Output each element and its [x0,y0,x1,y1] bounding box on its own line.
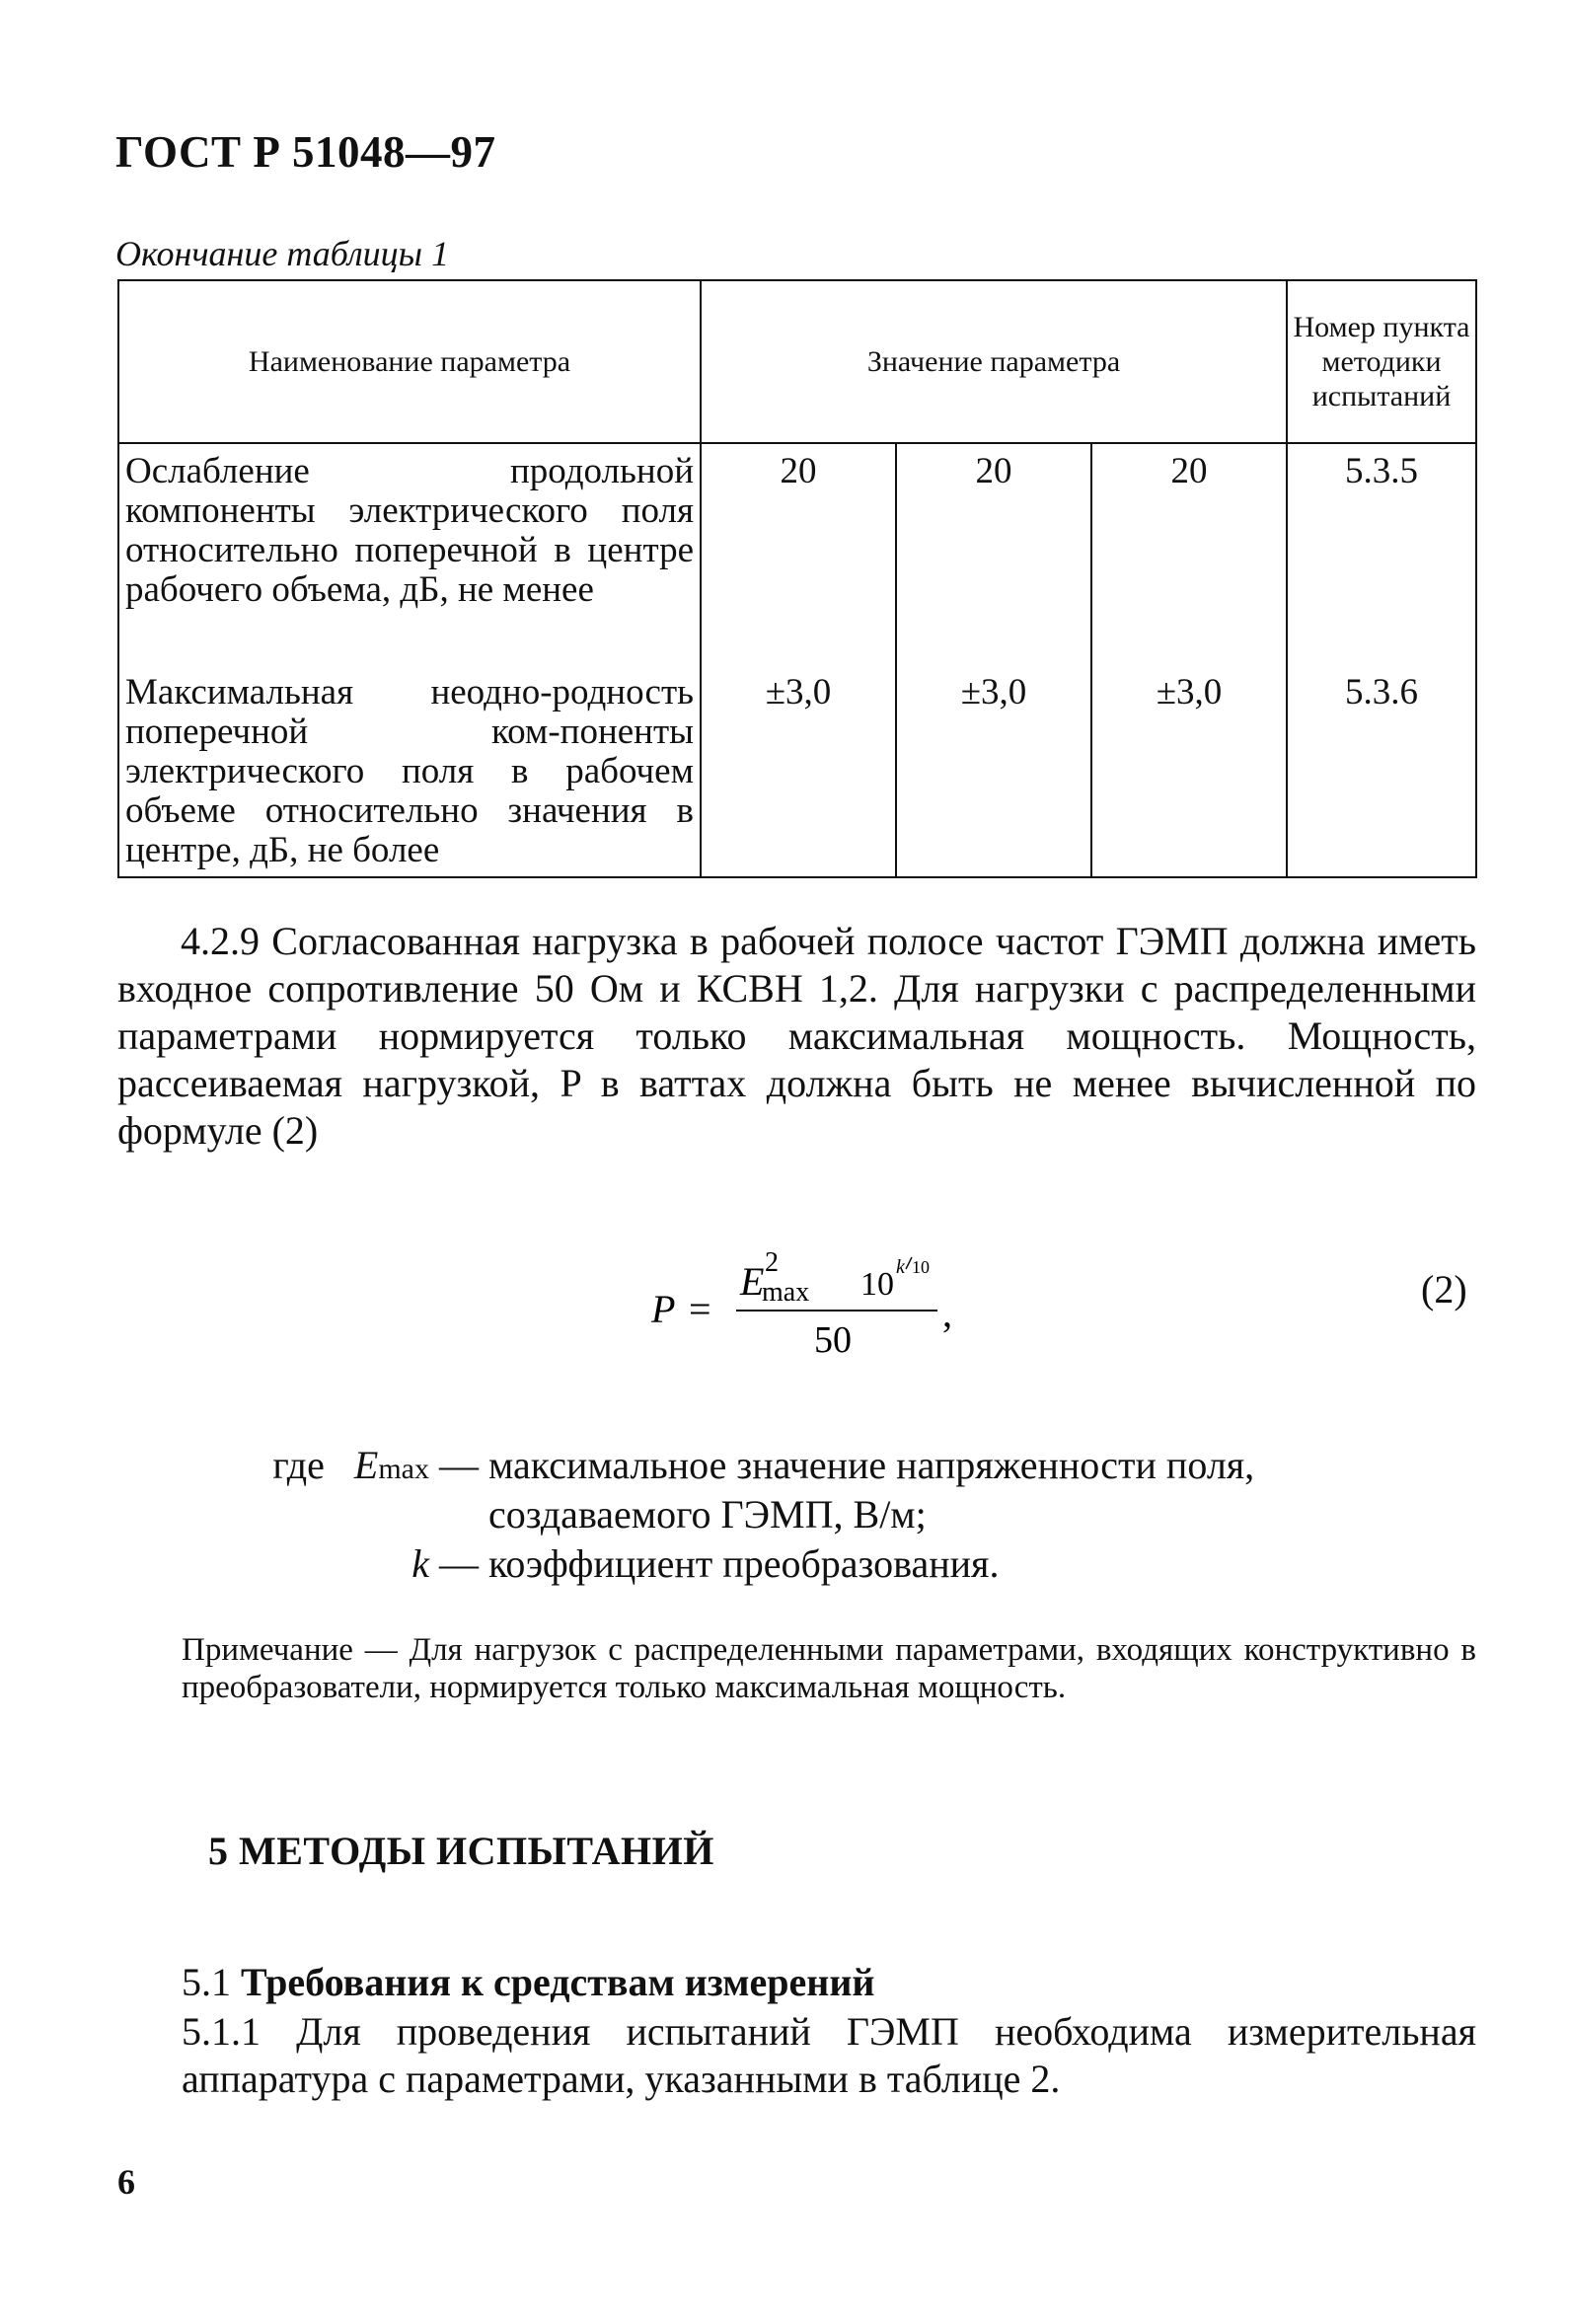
row-name: Максимальная неодно-родность поперечной ком-поненты электрического поля в рабочем объеме относительно значения в центре, дБ, не более [118,665,701,877]
table-caption: Окончание таблицы 1 [115,234,450,273]
legend-dash: — [439,1443,479,1487]
legend-text: максимальное значение напряженности поля, создаваемого ГЭМП, В/м; [488,1443,1255,1537]
formula-ten-denom: 10 [912,1257,930,1277]
formula-sub: max [762,1277,810,1308]
note [182,1631,1476,1706]
legend-dash: — [439,1541,479,1586]
legend-symbol [183,1539,429,1589]
row-value: ±3,0 [1091,665,1287,877]
subsection-number: 5.1 [182,1960,231,2004]
legend-text: коэффициент преобразования. [488,1541,1000,1586]
document-code: ГОСТ Р 51048—97 [115,127,496,177]
formula-comma: , [942,1291,952,1335]
row-name: Ослабление продольной компоненты электрического поля относительно поперечной в центре рабочего объема, дБ, не менее [118,443,701,665]
legend-symbol-e: E [353,1443,379,1487]
row-method: 5.3.5 [1287,443,1476,665]
parameters-table [117,279,1477,878]
paragraph-5-1-1: 5.1.1 Для проведения испытаний ГЭМП необходима измерительная аппаратура с параметрами, указанными в таблице 2. [182,2009,1476,2101]
legend-symbol-sub: max [378,1453,429,1485]
table-row [118,443,1476,665]
page-number: 6 [117,2162,135,2202]
formula-legend [183,1441,1485,1589]
row-value: 20 [701,443,896,665]
row-value: ±3,0 [896,665,1091,877]
section-title: 5 МЕТОДЫ ИСПЫТАНИЙ [208,1829,714,1873]
subsection-title [182,1959,874,2005]
row-value: 20 [896,443,1091,665]
formula-equals: = [689,1287,711,1331]
legend-row [183,1539,1485,1589]
table-header-row [118,280,1476,443]
column-header-value: Значение параметра [701,280,1287,443]
formula-lhs: P [651,1287,676,1331]
legend-row [183,1441,1485,1539]
formula-e: E [740,1259,765,1304]
legend-prefix: где [272,1443,325,1487]
formula-ten: 10 [860,1266,894,1303]
formula-number: (2) [1421,1267,1467,1312]
formula-k: k [896,1256,905,1278]
formula-exp: 2 [765,1247,779,1278]
row-method: 5.3.6 [1287,665,1476,877]
column-header-method: Номер пункта методики испытаний [1287,280,1476,443]
column-header-name: Наименование параметра [118,280,701,443]
note-text: Примечание — Для нагрузок с распределенными параметрами, входящих конструктивно в преобразователи, нормируется только максимальная мощность. [182,1632,1476,1705]
paragraph-4-2-9: 4.2.9 Согласованная нагрузка в рабочей полосе частот ГЭМП должна иметь входное сопротивление 50 Ом и КСВН 1,2. Для нагрузки с распределенными параметрами нормируется только максимальная мощность. Мощность, рассеиваемая нагрузкой, P в ваттах должна быть не менее вычисленной по формуле (2) [117,919,1476,1153]
table-row [118,665,1476,877]
legend-symbol-k: k [411,1541,429,1586]
legend-symbol [183,1441,429,1539]
row-value: ±3,0 [701,665,896,877]
formula-denominator: 50 [814,1319,852,1361]
row-value: 20 [1091,443,1287,665]
subsection-name: Требования к средствам измерений [241,1960,875,2004]
formula-2 [641,1236,1036,1364]
